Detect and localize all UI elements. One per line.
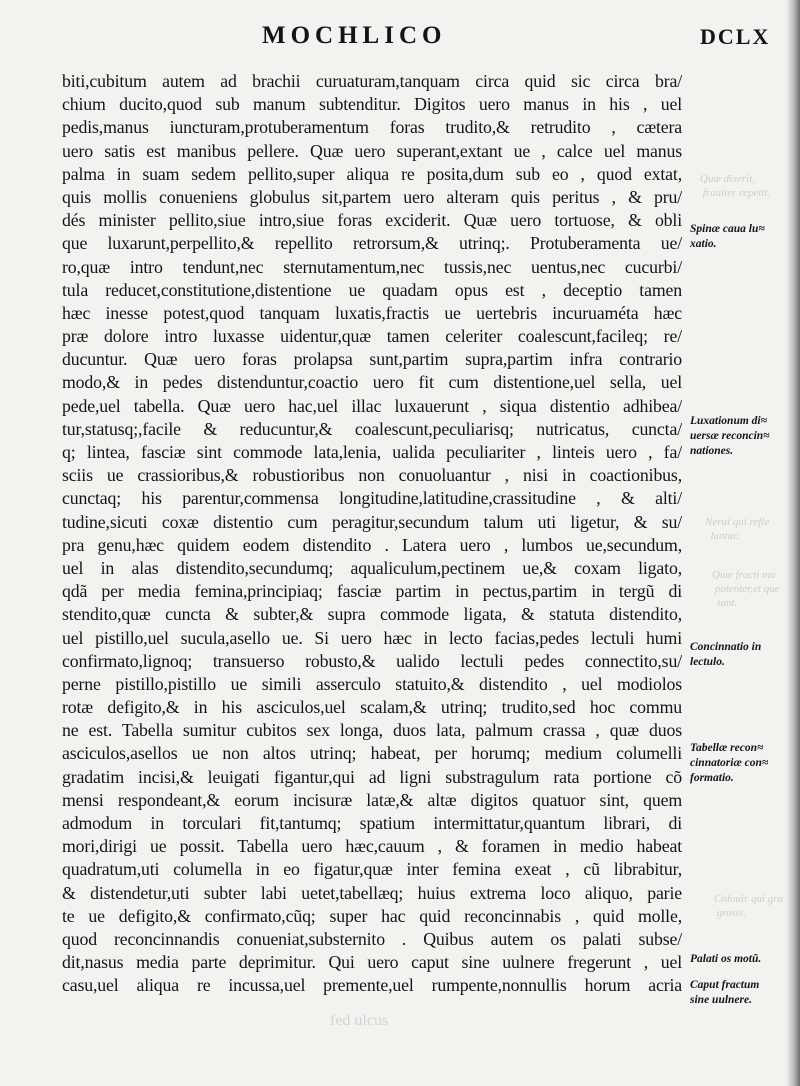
text-line: stendito,quæ cuncta & subter,& supra commode ligata, & statuta distendito, [62, 604, 682, 625]
show-through-text: Nerui qui refle luntur. [705, 516, 770, 542]
margin-note-line: Palati os motũ. [690, 953, 762, 965]
text-line: ne est. Tabella sumitur cubitos sex longa, duos lata, palmum crassa , quæ duos [62, 720, 682, 741]
running-head: MOCHLICO [262, 22, 447, 49]
text-line: pra genu,hæc quidem eodem distendito . Latera uero , lumbos ue,secundum, [62, 534, 682, 555]
text-line: quod reconcinnandis conueniat,substernito . Quibus autem os palati subse/ [62, 928, 682, 949]
text-line: & distendetur,uti subter labi uetet,tabellæq; huius extrema loco aliquo, parie [62, 882, 682, 903]
text-line: uel in alas distendito,secundumq; aqualiculum,pectinem ue,& coxam ligato, [62, 557, 682, 578]
text-line: rotæ defigito,& in his asciculos,uel scalam,& utrinq; trudito,sed hoc commu [62, 697, 682, 718]
margin-note-line: uersæ reconcin≈ [690, 430, 770, 442]
text-line: qdã per media femina,principiaq; fasciæ partim in pectus,partim in tergũ di [62, 581, 682, 602]
text-line: sciis ue crassioribus,& robustioribus non conuoluantur , nisi in coactionibus, [62, 465, 682, 486]
text-line: chium ducito,quod sub manum subtenditur. Digitos uero manus in his , uel [62, 94, 682, 115]
text-line: ducuntur. Quæ uero foras prolapsa sunt,partim supra,partim infra contrario [62, 349, 682, 370]
margin-note-palate [690, 952, 796, 967]
text-line: modo,& in pedes distenduntur,coactio uero fit cum distentione,uel sella, uel [62, 372, 682, 393]
text-line: palma in suam sedem pellito,super aliqua re posita,dum sub eo , quod extat, [62, 163, 682, 184]
show-through-text: fed ulcus [330, 1012, 389, 1029]
text-line: dés minister pellito,siue intro,siue foras exciderit. Quæ uero tortuose, & obli [62, 210, 682, 231]
show-through-text: Quæ fracti ma potenter,et que tant. [712, 569, 780, 609]
text-line: uel pistillo,uel sucula,asello ue. Si uero hæc in lecto facias,pedes lectuli humi [62, 627, 682, 648]
text-line: pede,uel tabella. Quæ uero hac,uel illac luxauerunt , siqua distentio adhibea/ [62, 395, 682, 416]
text-line: hæc inesse potest,quod tanquam luxatis,fractis ue uertebris incuruaméta hæc [62, 302, 682, 323]
text-line: cunctaq; his parentur,commensa longitudine,latitudine,crassitudine , & alti/ [62, 488, 682, 509]
text-line: quis mollis conueniens globulus sit,partem uero alteram quis peritus , & pru/ [62, 186, 682, 207]
text-line: mori,dirigi ue possit. Tabella uero hæc,cauum , & foramen in medio habeat [62, 836, 682, 857]
main-text-block [62, 70, 682, 998]
text-line: tudine,sicuti coxæ distentio cum peragitur,secundum talum uti ligetur, & su/ [62, 511, 682, 532]
text-line: casu,uel aliqua re incussa,uel premente,uel rumpente,nonnullis horum acria [62, 975, 682, 996]
margin-note-board [690, 741, 796, 786]
margin-note-line: sine uulnere. [690, 994, 752, 1006]
text-line: q; lintea, fasciæ sint commode lata,lenia, ualida peculiariter , linteis uero , fa/ [62, 442, 682, 462]
margin-note-line: lectulo. [690, 656, 725, 668]
margin-note-line: Concinnatio in [690, 641, 762, 653]
folio-number: DCLX [700, 24, 771, 49]
page-edge-shadow [786, 0, 800, 1086]
margin-note-line: Spinæ caua lu≈ [690, 223, 765, 235]
text-line: uero satis est manibus pellere. Quæ uero superant,extant ue , calce uel manus [62, 140, 682, 161]
text-line: confirmato,lignoq; transuerso robusto,& ualido lectuli pedes connectito,su/ [62, 650, 682, 671]
margin-note-line: Tabellæ recon≈ [690, 742, 764, 754]
margin-note-line: nationes. [690, 445, 734, 457]
margin-note-line: Caput fractum [690, 979, 760, 991]
text-line: biti,cubitum autem ad brachii curuaturam,tanquam circa quid sic circa bra/ [62, 71, 682, 91]
text-line: ro,quæ intro tendunt,nec sternutamentum,nec tussis,nec uentus,nec cucurbi/ [62, 256, 682, 277]
show-through-text: Colouir qui gra grosis. [714, 893, 784, 919]
text-line: perne pistillo,pistillo ue simili asserculo statuito,& distendito , uel modiolos [62, 673, 682, 694]
text-line: tula reducet,constitutione,distentione ue quadam opus est , deceptio tamen [62, 279, 682, 300]
show-through-text: Quæ dixerit, frauiter repetit. [700, 173, 771, 199]
margin-note-spine [690, 222, 796, 252]
text-line: que luxarunt,perpellito,& repellito retrorsum,& utrinq;. Protuberamenta ue/ [62, 233, 682, 254]
text-line: asciculos,asellos ue non altos utrinq; habeat, per horumq; medium columelli [62, 743, 682, 764]
text-line: quadratum,uti columella in eo figatur,quæ inter femina exeat , cũ librabitur, [62, 859, 682, 880]
margin-note-line: cinnatoriæ con≈ [690, 757, 769, 769]
text-line: pedis,manus iuncturam,protuberamentum foras trudito,& retrudito , cætera [62, 117, 682, 138]
text-line: gradatim incisi,& leuigati figantur,qui ad ligni substragulum rata portione cõ [62, 766, 682, 787]
page-header [0, 22, 800, 62]
margin-note-luxations [690, 414, 796, 459]
text-line: dit,nasus media parte deprimitur. Qui uero caput sine uulnere fregerunt , uel [62, 952, 682, 973]
text-line: te ue defigito,& confirmato,cũq; super hac quid reconcinnabis , quid molle, [62, 905, 682, 926]
text-line: admodum in torculari fit,tantumq; spatium intermittatur,quantum librari, di [62, 813, 682, 833]
margin-note-line: Luxationum di≈ [690, 415, 767, 427]
margin-note-line: xatio. [690, 238, 717, 250]
margin-note-bed [690, 640, 796, 670]
text-line: mensi respondeant,& eorum incisuræ latæ,& altæ digitos quatuor sint, quem [62, 789, 682, 810]
text-line: tur,statusq;,facile & reducuntur,& coalescunt,peculiarisq; nutricatus, cuncta/ [62, 418, 682, 439]
text-line: præ dolore intro luxasse uidentur,quæ tamen celeriter coalescunt,facileq; re/ [62, 326, 682, 347]
margin-note-line: formatio. [690, 772, 734, 784]
margin-note-head-fracture [690, 978, 796, 1008]
